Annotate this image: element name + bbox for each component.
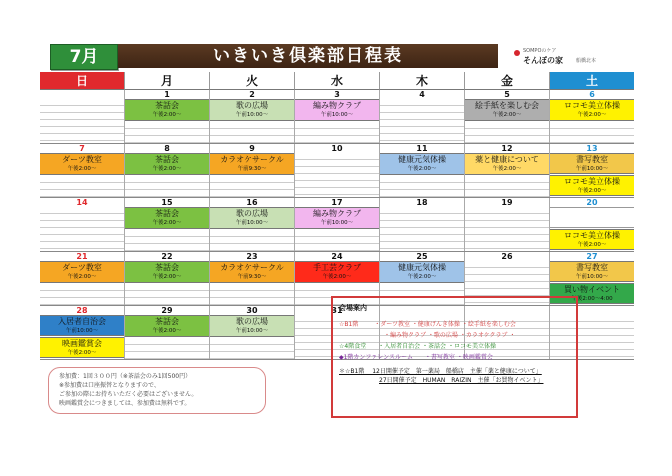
calendar-day	[295, 198, 380, 251]
event-name: ダーツ教室	[62, 263, 102, 272]
event-time: 午後2:00～	[152, 112, 182, 118]
event-time: 午後2:00～	[492, 112, 522, 118]
venue-note: 27日開催予定 HUMAN RAIZIN 主催「お買物イベント」	[379, 377, 544, 384]
venue-row	[339, 352, 570, 363]
note-lines	[380, 176, 464, 197]
event-time: 午後2:00～	[407, 166, 437, 172]
event-time: 午後2:00～	[492, 166, 522, 172]
day-number: 21	[76, 252, 88, 261]
venue-title: 会場案内	[339, 304, 367, 312]
note-lines	[295, 122, 379, 143]
logo-mark-icon	[514, 50, 520, 56]
venue-note: ＊☆B1階 12日開催予定 第一薬局 船橋店 主催「薬と健康について」	[339, 368, 542, 375]
calendar-week	[40, 198, 634, 252]
event-time: 午前10:00～	[235, 220, 269, 226]
event-time: 午前10:00～	[320, 220, 354, 226]
calendar-day	[210, 252, 295, 305]
day-number: 10	[331, 144, 343, 153]
fee-line: 参加費：1回３００円（※茶話会のみ1回500円）	[59, 373, 192, 380]
calendar-day	[210, 306, 295, 359]
weekday-mon: 月	[125, 72, 210, 90]
day-number: 26	[501, 252, 513, 261]
event-entry	[465, 99, 549, 121]
event-entry	[40, 315, 124, 336]
event-entry	[465, 153, 549, 175]
day-number: 31	[331, 306, 343, 315]
event-time: 午後2:00～4:00	[571, 296, 613, 302]
event-entry	[380, 153, 464, 175]
venue-events: ・入居者自治会 ・茶話会 ・ロコモ美立体操	[378, 343, 496, 350]
event-name: 編み物クラブ	[313, 209, 361, 218]
event-time: 午後2:00～	[407, 274, 437, 280]
note-lines	[295, 230, 379, 251]
calendar-day	[380, 198, 465, 251]
event-time: 午前9:30～	[237, 166, 267, 172]
note-lines	[465, 207, 549, 251]
event-time: 午後2:00～	[577, 242, 607, 248]
day-number: 3	[334, 90, 340, 99]
venue-row	[339, 319, 570, 330]
event-entry	[210, 153, 294, 175]
event-entry	[550, 229, 634, 250]
note-lines	[125, 122, 209, 143]
venue-floor-label: ◆1階カンファレンスルーム	[339, 354, 413, 361]
calendar-day	[380, 144, 465, 197]
calendar-day	[465, 90, 550, 143]
day-number: 14	[76, 198, 88, 207]
event-name: カラオケサークル	[220, 263, 284, 272]
event-time: 午後2:00～	[322, 274, 352, 280]
event-name: 絵手紙を楽しむ会	[475, 101, 539, 110]
calendar-day	[465, 144, 550, 197]
day-number: 25	[416, 252, 428, 261]
event-entry	[380, 261, 464, 283]
logo-main-text: そんぽの家	[523, 56, 563, 65]
day-number: 13	[586, 144, 598, 153]
event-entry	[295, 99, 379, 121]
calendar-day	[380, 90, 465, 143]
calendar-day	[40, 306, 125, 359]
event-name: 買い物イベント	[564, 285, 620, 294]
calendar-week	[40, 144, 634, 198]
note-lines	[210, 176, 294, 197]
calendar-day	[40, 252, 125, 305]
event-time: 午後2:00～	[67, 274, 97, 280]
note-lines	[125, 284, 209, 305]
event-entry	[210, 315, 294, 337]
event-time: 午前10:00～	[235, 112, 269, 118]
month-tab: 7月	[50, 44, 118, 70]
event-name: 茶話会	[155, 263, 179, 272]
day-number: 24	[331, 252, 343, 261]
event-name: 茶話会	[155, 101, 179, 110]
event-entry	[125, 261, 209, 283]
event-entry	[550, 153, 634, 174]
event-time: 午後2:00～	[577, 112, 607, 118]
event-name: ロコモ美立体操	[564, 177, 620, 186]
weekday-header	[40, 72, 634, 90]
event-entry	[125, 99, 209, 121]
event-name: 薬と健康について	[475, 155, 539, 164]
event-time: 午後2:00～	[577, 188, 607, 194]
note-lines	[295, 153, 379, 197]
venue-events: ・書写教室 ・映画鑑賞会	[424, 354, 493, 361]
calendar-day	[465, 198, 550, 251]
venue-guide	[331, 296, 578, 418]
event-time: 午前10:00～	[575, 274, 609, 280]
event-entry	[125, 153, 209, 175]
calendar-day	[210, 90, 295, 143]
event-time: 午前9:30～	[237, 274, 267, 280]
day-number: 8	[164, 144, 170, 153]
weekday-thu: 木	[380, 72, 465, 90]
event-name: 手工芸クラブ	[313, 263, 361, 272]
logo-small-text: SOMPOのケア	[523, 48, 557, 54]
day-number: 16	[246, 198, 258, 207]
event-name: 歌の広場	[236, 317, 268, 326]
day-number: 7	[79, 144, 85, 153]
note-lines	[210, 338, 294, 359]
event-time: 午後2:00～	[152, 220, 182, 226]
calendar-day	[550, 90, 634, 143]
note-lines	[125, 230, 209, 251]
venue-events: ・ダーツ教室 ・健康げんき体操 ・絵手紙を楽しむ会	[374, 321, 516, 328]
note-lines	[465, 122, 549, 143]
note-lines	[40, 176, 124, 197]
event-name: 歌の広場	[236, 101, 268, 110]
event-time: 午前10:00～	[575, 166, 609, 172]
weekday-sat: 土	[550, 72, 634, 90]
event-name: 歌の広場	[236, 209, 268, 218]
calendar-day	[125, 90, 210, 143]
calendar-week	[40, 90, 634, 144]
calendar-day	[550, 144, 634, 197]
day-number: 11	[416, 144, 428, 153]
day-number: 12	[501, 144, 513, 153]
day-number: 6	[589, 90, 595, 99]
note-lines	[40, 99, 124, 143]
brand-logo	[514, 46, 624, 68]
weekday-tue: 火	[210, 72, 295, 90]
note-lines	[465, 176, 549, 197]
event-name: 編み物クラブ	[313, 101, 361, 110]
event-name: 入居者自治会	[58, 317, 106, 326]
day-number: 4	[419, 90, 425, 99]
event-time: 午前10:00～	[65, 328, 99, 334]
venue-events: ・編み物クラブ ・歌の広場 ・カラオケクラブ ・	[384, 332, 516, 339]
calendar-day	[125, 252, 210, 305]
weekday-wed: 水	[295, 72, 380, 90]
event-name: 茶話会	[155, 209, 179, 218]
event-entry	[295, 207, 379, 229]
day-number: 17	[331, 198, 343, 207]
calendar-day	[210, 144, 295, 197]
note-lines	[210, 122, 294, 143]
day-number: 27	[586, 252, 598, 261]
day-number: 29	[161, 306, 173, 315]
fee-line: ご参加の際にお持ちいただく必要はございません。	[59, 391, 198, 398]
event-time: 午後2:00～	[152, 328, 182, 334]
venue-row	[339, 341, 570, 352]
venue-row	[339, 330, 570, 341]
calendar-day	[125, 198, 210, 251]
calendar-day	[125, 144, 210, 197]
weekday-sun: 日	[40, 72, 125, 90]
event-entry	[210, 261, 294, 283]
calendar-day	[40, 144, 125, 197]
note-lines	[125, 338, 209, 359]
day-number: 2	[249, 90, 255, 99]
weekday-fri: 金	[465, 72, 550, 90]
page-title: いきいき倶楽部日程表	[118, 44, 498, 68]
day-number: 30	[246, 306, 258, 315]
note-lines	[210, 230, 294, 251]
calendar-day	[210, 198, 295, 251]
day-number: 23	[246, 252, 258, 261]
fee-note	[48, 367, 266, 414]
day-number	[40, 90, 124, 99]
note-lines	[380, 207, 464, 251]
note-lines	[210, 284, 294, 305]
event-name: 書写教室	[576, 263, 608, 272]
event-name: 書写教室	[576, 155, 608, 164]
calendar-day	[40, 90, 125, 143]
day-number: 18	[416, 198, 428, 207]
event-time: 午後2:00～	[152, 274, 182, 280]
event-entry	[295, 261, 379, 283]
day-number: 1	[164, 90, 170, 99]
event-name: 健康元気体操	[398, 263, 446, 272]
event-entry	[125, 315, 209, 337]
event-entry	[210, 207, 294, 229]
event-time: 午後2:00～	[67, 350, 97, 356]
note-lines	[40, 284, 124, 305]
note-lines	[125, 176, 209, 197]
event-time: 午後2:00～	[67, 166, 97, 172]
event-name: 映画鑑賞会	[62, 339, 102, 348]
event-name: 茶話会	[155, 317, 179, 326]
day-number: 28	[76, 306, 88, 315]
fee-line: ※参加費は口座振替となりますので、	[59, 382, 160, 389]
day-number: 5	[504, 90, 510, 99]
note-lines	[40, 207, 124, 251]
fee-line: 映画鑑賞会につきましては、参加費は無料です。	[59, 400, 191, 407]
calendar-day	[125, 306, 210, 359]
logo-sub-text: 船橋北本	[576, 58, 597, 64]
day-number: 15	[161, 198, 173, 207]
calendar-day	[550, 198, 634, 251]
venue-floor-label: ☆B1階	[339, 321, 359, 328]
day-number: 20	[586, 198, 598, 207]
event-entry	[40, 261, 124, 283]
event-time: 午前10:00～	[235, 328, 269, 334]
event-entry	[550, 261, 634, 282]
venue-floor-label: ☆4階食堂	[339, 343, 367, 350]
event-name: ダーツ教室	[62, 155, 102, 164]
venue-notes	[339, 367, 570, 385]
event-name: カラオケサークル	[220, 155, 284, 164]
event-time: 午後2:00～	[152, 166, 182, 172]
calendar-day	[295, 144, 380, 197]
event-name: 茶話会	[155, 155, 179, 164]
event-name: ロコモ美立体操	[564, 101, 620, 110]
event-entry	[40, 153, 124, 175]
event-entry	[550, 207, 634, 228]
day-number: 22	[161, 252, 173, 261]
calendar-day	[295, 90, 380, 143]
day-number: 9	[249, 144, 255, 153]
event-entry	[40, 337, 124, 358]
day-number: 19	[501, 198, 513, 207]
event-entry	[210, 99, 294, 121]
event-time: 午前10:00～	[320, 112, 354, 118]
event-entry	[550, 99, 634, 121]
note-lines	[380, 99, 464, 143]
calendar-day	[40, 198, 125, 251]
note-lines	[550, 122, 634, 143]
event-entry	[550, 175, 634, 196]
event-name: 健康元気体操	[398, 155, 446, 164]
event-entry	[125, 207, 209, 229]
event-name: ロコモ美立体操	[564, 231, 620, 240]
